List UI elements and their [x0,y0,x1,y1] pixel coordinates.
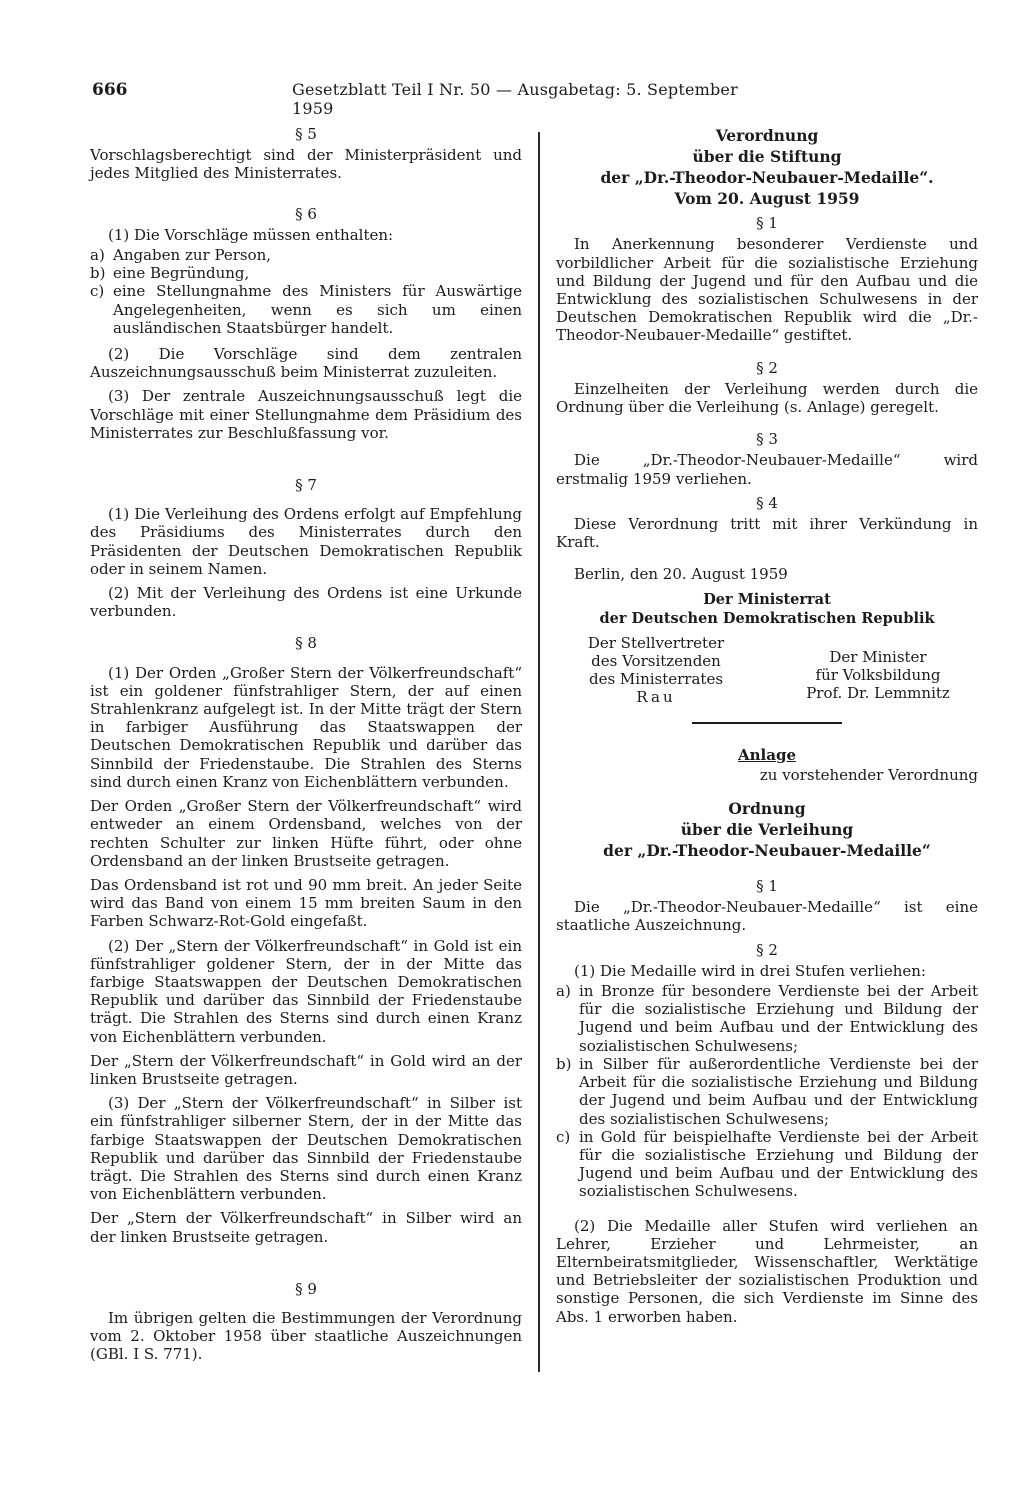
signature-left [556,634,756,706]
list-text: in Silber für außerordentliche Verdienste bei der Arbeit für die sozialistische Erziehung und Bildung der Jugend und beim Aufbau und der Entwicklung des sozialistischen Schulwesens; [579,1054,978,1128]
section-7-p2: (2) Mit der Verleihung des Ordens ist eine Urkunde verbunden. [90,584,522,621]
signatory-role: Der Minister [829,647,927,666]
list-text: Angaben zur Person, [113,246,272,265]
column-divider [538,132,540,1372]
header-title: Gesetzblatt Teil I Nr. 50 — Ausgabetag: 5. September 1959 [292,80,738,118]
section-6-p2: (2) Die Vorschläge sind dem zentralen Auszeichnungsausschuß beim Ministerrat zuzuleiten. [90,345,522,382]
page-header [92,80,782,118]
decree-title: der „Dr.-Theodor-Neubauer-Medaille“. [600,168,934,187]
order-title: über die Verleihung [680,820,854,840]
section-8-p1: (1) Der Orden „Großer Stern der Völkerfreundschaft“ ist ein goldener fünfstrahliger Stern, der auf einen Strahlenkranz aufgelegt ist. In der Mitte trägt der Stern in farbiger Ausführung das Staatswappen der Deutschen Demokratischen Republik und darüber das Sinnbild der Friedenstaube. Die Strahlen des Sterns sind durch einen Kranz von Eichenblättern verbunden. [90,663,522,791]
decree-section-3-text: Die „Dr.-Theodor-Neubauer-Medaille“ wird erstmalig 1959 verliehen. [556,451,978,488]
section-6-sign: § 6 [295,204,317,223]
decree-section-1-text: In Anerkennung besonderer Verdienste und vorbildlicher Arbeit für die sozialistische Erziehung und Bildung der Jugend und für den Aufbau und die Entwicklung des sozialistischen Schulwesens in der Deutschen Demokratischen Republik wird die „Dr.-Theodor-Neubauer-Medaille“ gestiftet. [556,235,978,345]
section-8-sign: § 8 [295,634,317,653]
order-section-2-sign: § 2 [756,940,778,959]
section-9-text: Im übrigen gelten die Bestimmungen der Verordnung vom 2. Oktober 1958 über staatliche Auszeichnungen (GBl. I S. 771). [90,1308,522,1364]
order-title: Ordnung [728,799,806,819]
decree-section-2-text: Einzelheiten der Verleihung werden durch die Ordnung über die Verleihung (s. Anlage) geregelt. [556,379,978,417]
list-marker: c) [90,282,105,301]
right-column [556,125,978,1332]
decree-section-2-sign: § 2 [756,358,778,377]
order-section-1-text: Die „Dr.-Theodor-Neubauer-Medaille“ ist eine staatliche Auszeichnung. [556,898,978,935]
section-6-p1: (1) Die Vorschläge müssen enthalten: [108,225,394,244]
order-section-2-p2: (2) Die Medaille aller Stufen wird verliehen an Lehrer, Erzieher und Lehrmeister, an Elternbeiratsmitglieder, Wissenschaftler, Werktätige und Betriebsleiter der sozialistischen Produktion und sonstige Personen, die sich Verdienste im Sinne des Abs. 1 erworben haben. [556,1216,978,1326]
decree-date: Vom 20. August 1959 [674,189,860,208]
decree-title: über die Stiftung [692,147,842,166]
list-text: in Gold für beispielhafte Verdienste bei der Arbeit für die sozialistische Erziehung und Bildung der Jugend und beim Aufbau und der Entwicklung des sozialistischen Schulwesens. [579,1127,978,1201]
list-marker: a) [90,246,105,265]
section-8-p7: Der „Stern der Völkerfreundschaft“ in Silber wird an der linken Brustseite getragen. [90,1209,522,1246]
section-5-text: Vorschlagsberechtigt sind der Ministerpräsident und jedes Mitglied des Ministerrates. [90,146,522,183]
section-8-p3: Das Ordensband ist rot und 90 mm breit. An jeder Seite wird das Band von einem 15 mm breiten Saum in den Farben Schwarz-Rot-Gold eingefaßt. [90,875,522,931]
decree-section-4-text: Diese Verordnung tritt mit ihrer Verkündung in Kraft. [556,515,978,552]
section-9-sign: § 9 [295,1279,317,1298]
signatory-role: Der Stellvertreter [587,633,725,652]
list-marker: b) [556,1054,572,1073]
page-number: 666 [92,80,128,100]
signature-block [556,634,978,704]
annex-label: Anlage [738,745,796,764]
section-8-p4: (2) Der „Stern der Völkerfreundschaft“ in Gold ist ein fünfstrahliger goldener Stern, der in der Mitte das farbige Staatswappen der Deutschen Demokratischen Republik und darüber das Sinnbild der Friedenstaube trägt. Die Strahlen des Sterns sind durch einen Kranz von Eichenblättern verbunden. [90,936,522,1046]
order-section-1-sign: § 1 [756,877,778,896]
annex-subtitle: zu vorstehender Verordnung [759,765,978,784]
signatory-role: für Volksbildung [815,665,941,684]
order-section-2-p1: (1) Die Medaille wird in drei Stufen verliehen: [574,961,926,980]
council-name: Der Ministerrat [703,590,831,608]
list-text: eine Begründung, [113,264,250,283]
signatory-role: des Ministerrates [588,669,724,688]
list-item [556,1055,978,1128]
section-8-p5: Der „Stern der Völkerfreundschaft“ in Gold wird an der linken Brustseite getragen. [90,1051,522,1088]
place-date: Berlin, den 20. August 1959 [574,565,788,584]
list-item [90,246,522,264]
section-7-sign: § 7 [295,476,317,495]
decree-section-1-sign: § 1 [756,214,778,233]
list-text: eine Stellungnahme des Ministers für Auswärtige Angelegenheiten, wenn es sich um einen ausländischen Staatsbürger handelt. [113,282,522,337]
signatory-name: Rau [636,687,676,706]
section-5-sign: § 5 [295,125,317,143]
decree-section-3-sign: § 3 [756,430,778,449]
list-item [90,282,522,337]
order-title: der „Dr.-Theodor-Neubauer-Medaille“ [603,841,931,861]
list-item [556,1128,978,1201]
decree-section-4-sign: § 4 [756,493,778,512]
list-item [90,264,522,282]
signatory-name: Prof. Dr. Lemmnitz [806,683,950,702]
section-8-p2: Der Orden „Großer Stern der Völkerfreundschaft“ wird entweder an einem Ordensband, welches von der rechten Schulter zur linken Hüfte führt, oder ohne Ordensband an der linken Brustseite getragen. [90,797,522,870]
list-marker: c) [556,1127,571,1146]
section-rule [692,722,842,724]
signatory-role: des Vorsitzenden [591,651,721,670]
list-item [556,982,978,1055]
section-7-p1: (1) Die Verleihung des Ordens erfolgt auf Empfehlung des Präsidiums des Ministerrates durch den Präsidenten der Deutschen Demokratischen Republik oder in seinem Namen. [90,505,522,578]
left-column [90,125,522,1370]
section-6-p3: (3) Der zentrale Auszeichnungsausschuß legt die Vorschläge mit einer Stellungnahme dem Präsidium des Ministerrates zur Beschlußfassung vor. [90,387,522,442]
list-marker: a) [556,982,571,1001]
list-text: in Bronze für besondere Verdienste bei der Arbeit für die sozialistische Erziehung und Bildung der Jugend und beim Aufbau und der Entwicklung des sozialistischen Schulwesens; [579,982,978,1055]
decree-title: Verordnung [715,126,819,145]
signature-right [778,648,978,702]
list-marker: b) [90,264,106,283]
section-8-p6: (3) Der „Stern der Völkerfreundschaft“ in Silber ist ein fünfstrahliger silberner Stern, der in der Mitte das farbige Staatswappen der Deutschen Demokratischen Republik und darüber das Sinnbild der Friedenstaube trägt. Die Strahlen des Sterns sind durch einen Kranz von Eichenblättern verbunden. [90,1094,522,1204]
council-name: der Deutschen Demokratischen Republik [599,609,935,627]
